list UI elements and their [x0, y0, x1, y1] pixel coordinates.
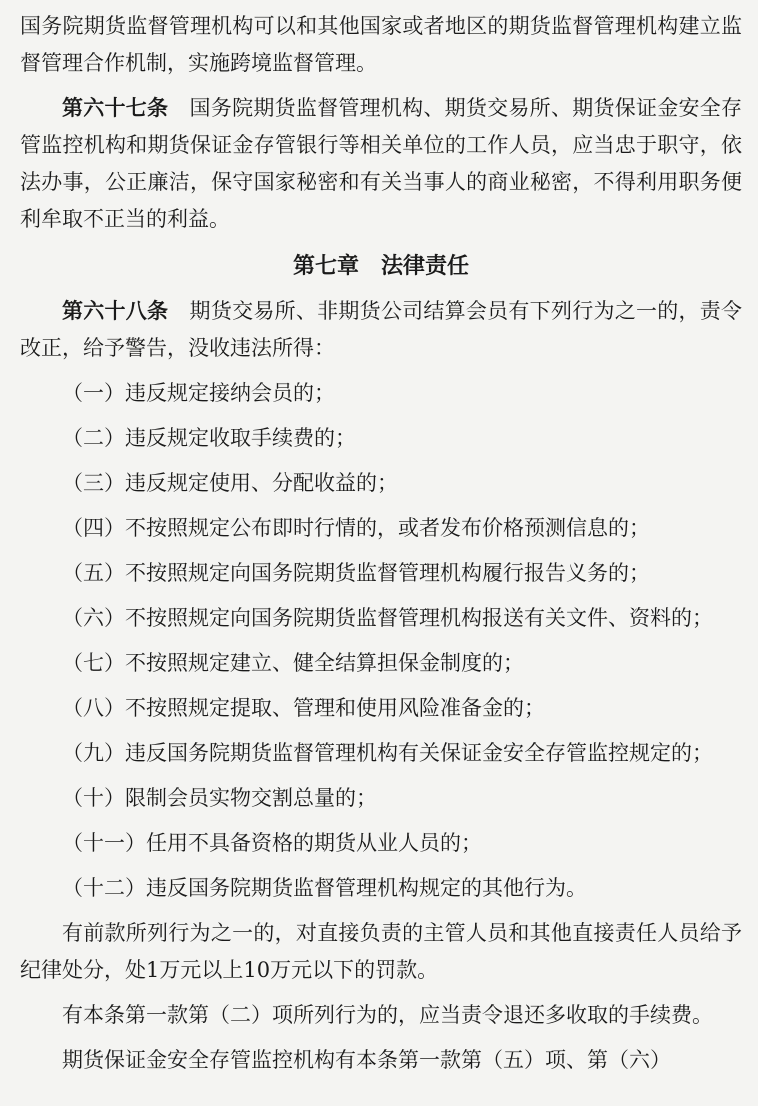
- list-item: （五）不按照规定向国务院期货监督管理机构履行报告义务的；: [62, 561, 650, 585]
- article-68-item-list: [20, 375, 742, 907]
- article-68-paragraph-2: 有前款所列行为之一的，对直接负责的主管人员和其他直接责任人员给予纪律处分，处1万元以上10万元以下的罚款。: [20, 921, 742, 982]
- list-item: （九）违反国务院期货监督管理机构有关保证金安全存管监控规定的；: [62, 741, 713, 765]
- article-67-text: 国务院期货监督管理机构、期货交易所、期货保证金安全存管监控机构和期货保证金存管银行等相关单位的工作人员，应当忠于职守，依法办事，公正廉洁，保守国家秘密和有关当事人的商业秘密，不得利用职务便利牟取不正当的利益。: [20, 96, 743, 231]
- list-item: （三）违反规定使用、分配收益的；: [62, 471, 398, 495]
- list-item: （八）不按照规定提取、管理和使用风险准备金的；: [62, 696, 545, 720]
- article-68-text: 期货交易所、非期货公司结算会员有下列行为之一的，责令改正，给予警告，没收违法所得：: [20, 299, 743, 360]
- list-item: （六）不按照规定向国务院期货监督管理机构报送有关文件、资料的；: [62, 606, 713, 630]
- article-67: [20, 90, 742, 238]
- list-item: （十）限制会员实物交割总量的；: [62, 786, 377, 810]
- chapter-number: 第七章: [292, 254, 359, 279]
- article-68-number: 第六十八条: [62, 299, 169, 323]
- chapter-heading: [20, 248, 742, 285]
- list-item: （四）不按照规定公布即时行情的，或者发布价格预测信息的；: [62, 516, 650, 540]
- list-item: （十一）任用不具备资格的期货从业人员的；: [62, 831, 482, 855]
- list-item: （二）违反规定收取手续费的；: [62, 426, 356, 450]
- continued-paragraph: 国务院期货监督管理机构可以和其他国家或者地区的期货监督管理机构建立监督管理合作机制，实施跨境监督管理。: [20, 14, 742, 75]
- document-page: [0, 8, 758, 1106]
- list-item: （十二）违反国务院期货监督管理机构规定的其他行为。: [62, 876, 587, 900]
- article-67-number: 第六十七条: [62, 96, 169, 120]
- article-68-paragraph-4: 期货保证金安全存管监控机构有本条第一款第（五）项、第（六）: [62, 1048, 671, 1072]
- article-68: [20, 293, 742, 367]
- list-item: （一）违反规定接纳会员的；: [62, 381, 335, 405]
- article-68-paragraph-3: 有本条第一款第（二）项所列行为的，应当责令退还多收取的手续费。: [62, 1003, 713, 1027]
- chapter-title: 法律责任: [381, 254, 470, 279]
- list-item: （七）不按照规定建立、健全结算担保金制度的；: [62, 651, 524, 675]
